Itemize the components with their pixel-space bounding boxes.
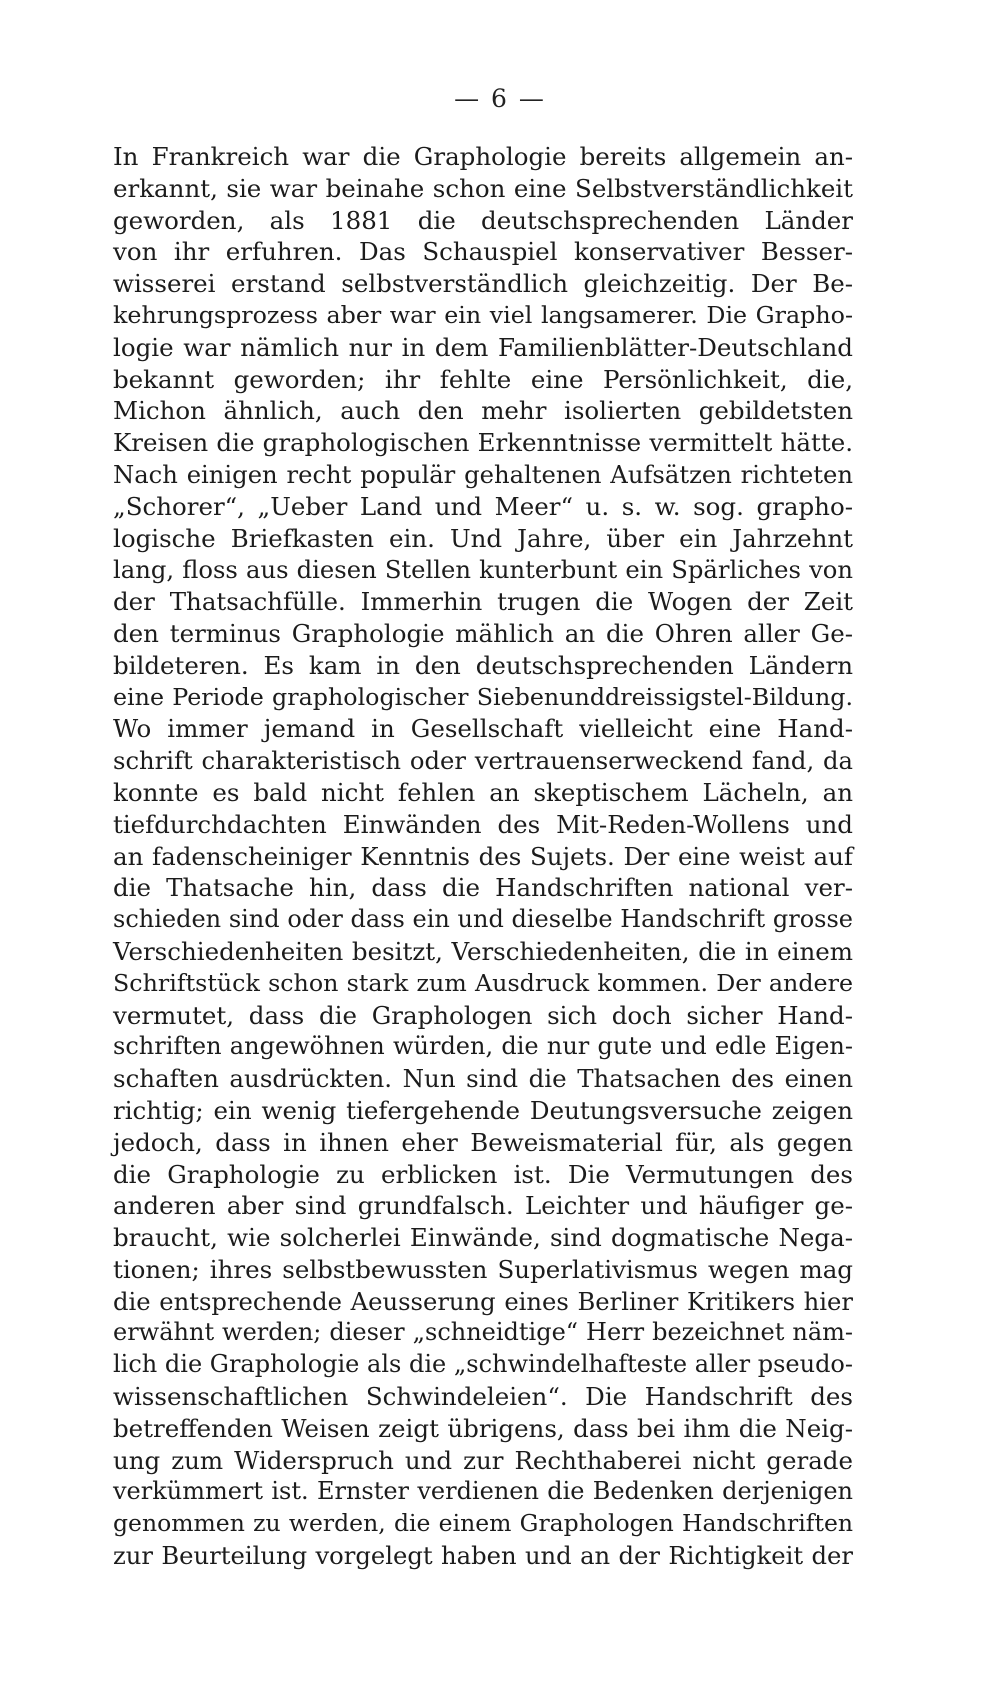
text-line: tionen; ihres selbstbewussten Superlativismus wegen mag [113,1254,853,1284]
text-line: jedoch, dass in ihnen eher Beweismaterial für, als gegen [113,1127,853,1157]
text-line: wisserei erstand selbstverständlich gleichzeitig. Der Be- [113,269,853,299]
text-line: braucht, wie solcherlei Einwände, sind dogmatische Nega- [113,1223,853,1253]
text-line: die Thatsache hin, dass die Handschriften national ver- [113,873,853,903]
text-line: schaften ausdrückten. Nun sind die Thatsachen des einen [113,1064,853,1094]
text-line: zur Beurteilung vorgelegt haben und an der Richtigkeit der [113,1541,853,1571]
text-line: Schriftstück schon stark zum Ausdruck kommen. Der andere [113,968,853,997]
text-line: Nach einigen recht populär gehaltenen Aufsätzen richteten [113,459,853,489]
text-line: richtig; ein wenig tiefergehende Deutungsversuche zeigen [113,1095,853,1125]
text-line: genommen zu werden, die einem Graphologen Handschriften [113,1509,853,1538]
body-text [113,141,853,1572]
text-line: von ihr erfuhren. Das Schauspiel konservativer Besser- [113,237,853,267]
text-line: die Graphologie zu erblicken ist. Die Vermutungen des [113,1159,853,1189]
text-line: „Schorer“, „Ueber Land und Meer“ u. s. w. sog. grapho- [113,491,853,521]
text-line: ung zum Widerspruch und zur Rechthaberei nicht gerade [113,1445,853,1475]
text-line: Kreisen die graphologischen Erkenntnisse vermittelt hätte. [113,428,853,458]
text-line: logische Briefkasten ein. Und Jahre, über ein Jahrzehnt [113,523,853,553]
text-line: logie war nämlich nur in dem Familienblätter-Deutschland [113,332,853,362]
text-line: schriften angewöhnen würden, die nur gute und edle Eigen- [113,1032,853,1061]
text-line: In Frankreich war die Graphologie bereits allgemein an- [113,142,853,171]
text-line: erkannt, sie war beinahe schon eine Selbstverständlichkeit [113,173,853,203]
text-line: vermutet, dass die Graphologen sich doch sicher Hand- [113,1000,853,1030]
text-line: tiefdurchdachten Einwänden des Mit-Reden-Wollens und [113,809,853,839]
text-line: verkümmert ist. Ernster verdienen die Bedenken derjenigen [113,1477,853,1506]
text-line: Michon ähnlich, auch den mehr isolierten gebildetsten [113,396,853,426]
text-line: den terminus Graphologie mählich an die Ohren aller Ge- [113,618,853,648]
text-line: lich die Graphologie als die „schwindelhafteste aller pseudo- [113,1350,853,1379]
text-line: der Thatsachfülle. Immerhin trugen die Wogen der Zeit [113,587,853,617]
page-number: — 6 — [454,84,546,113]
text-line: lang, floss aus diesen Stellen kunterbunt ein Spärliches von [113,555,853,585]
text-line: schieden sind oder dass ein und dieselbe Handschrift grosse [113,905,853,934]
text-line: kehrungsprozess aber war ein viel langsamerer. Die Grapho- [113,300,853,329]
text-line: wissenschaftlichen Schwindeleien“. Die Handschrift des [113,1382,853,1412]
text-line: bildeteren. Es kam in den deutschsprechenden Ländern [113,650,853,680]
text-line: erwähnt werden; dieser „schneidtige“ Herr bezeichnet näm- [113,1318,853,1347]
text-line: Verschiedenheiten besitzt, Verschiedenheiten, die in einem [113,936,853,966]
text-line: betreffenden Weisen zeigt übrigens, dass bei ihm die Neig- [113,1413,853,1443]
text-line: konnte es bald nicht fehlen an skeptischem Lächeln, an [113,777,853,807]
text-line: bekannt geworden; ihr fehlte eine Persönlichkeit, die, [113,364,853,394]
text-line: Wo immer jemand in Gesellschaft vielleicht eine Hand- [113,714,853,744]
text-line: anderen aber sind grundfalsch. Leichter und häufiger ge- [113,1191,853,1221]
text-line: die entsprechende Aeusserung eines Berliner Kritikers hier [113,1286,853,1316]
text-line: geworden, als 1881 die deutschsprechenden Länder [113,205,853,235]
text-line: schrift charakteristisch oder vertrauenserweckend fand, da [113,746,853,776]
text-line: an fadenscheiniger Kenntnis des Sujets. Der eine weist auf [113,841,853,871]
text-line: eine Periode graphologischer Siebenunddreissigstel-Bildung. [113,682,853,711]
